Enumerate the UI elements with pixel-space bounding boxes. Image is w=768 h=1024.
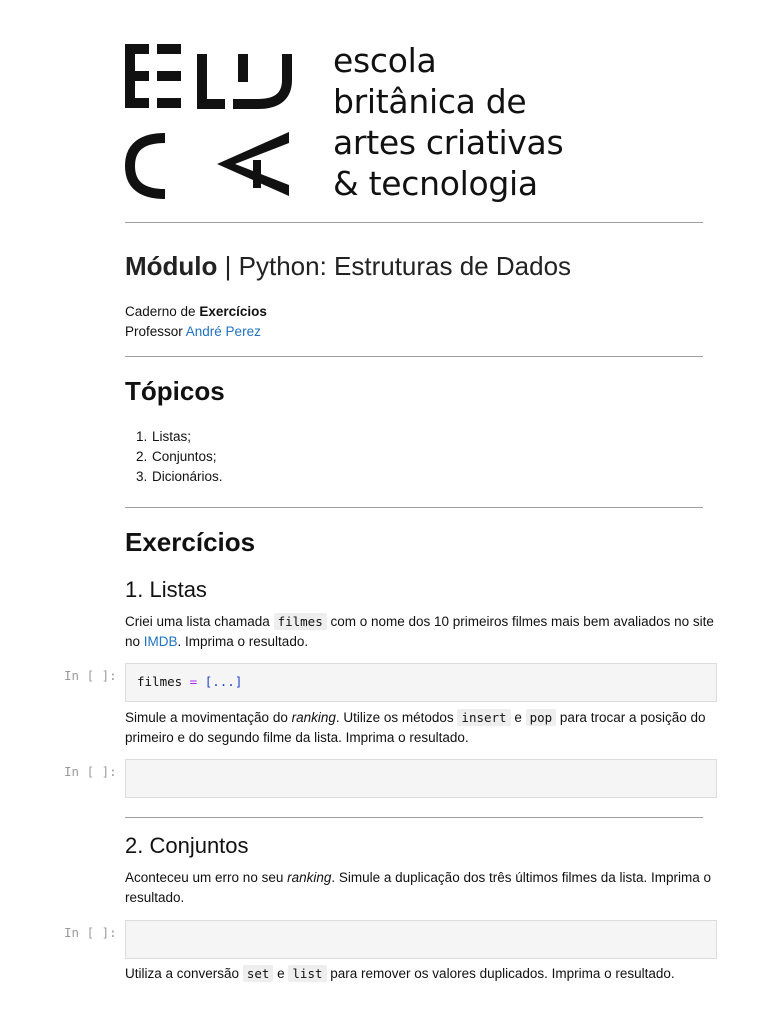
code-cell[interactable]	[125, 920, 717, 959]
sets-paragraph-2	[125, 964, 715, 984]
emphasis: ranking	[291, 710, 336, 725]
professor-link[interactable]: André Perez	[185, 324, 261, 339]
topics-list	[125, 427, 223, 487]
text: . Simule a duplicação dos três últimos filmes da lista. Imprima o resultado.	[125, 870, 715, 905]
cell-prompt: In [ ]:	[64, 764, 117, 779]
professor-line	[125, 322, 267, 342]
topic-item: 2. Conjuntos;	[151, 447, 223, 467]
title-subject: Python: Estruturas de Dados	[238, 251, 572, 281]
cell-prompt: In [ ]:	[64, 668, 117, 683]
code-operator: =	[182, 674, 205, 689]
title-separator: |	[217, 251, 239, 281]
inline-code: pop	[526, 709, 557, 726]
topics-heading: Tópicos	[125, 376, 225, 406]
professor-prefix: Professor	[125, 324, 186, 339]
topic-item: 3. Dicionários.	[151, 467, 223, 487]
text: Criei uma lista chamada	[125, 614, 274, 629]
imdb-link[interactable]: IMDB	[143, 634, 178, 649]
notebook-prefix: Caderno de	[125, 304, 200, 319]
code-cell[interactable]	[125, 759, 717, 798]
ebac-logo-mark	[125, 42, 295, 202]
exercises-heading: Exercícios	[125, 527, 256, 557]
topics-list-container	[125, 427, 223, 487]
text: com o nome dos 10 primeiros filmes mais bem avaliados no site no	[125, 614, 718, 649]
lists-heading: 1. Listas	[125, 577, 207, 602]
cell-prompt: In [ ]:	[64, 925, 117, 940]
divider	[125, 817, 703, 818]
brand-line: artes criativas	[333, 123, 564, 162]
text: para remover os valores duplicados. Imprima o resultado.	[326, 966, 675, 981]
brand-line: & tecnologia	[333, 164, 538, 203]
title-module: Módulo	[125, 251, 218, 281]
text: e	[273, 966, 289, 981]
divider	[125, 507, 703, 508]
brand-wordmark	[333, 40, 563, 204]
text: Simule a movimentação do	[125, 710, 292, 725]
page-title	[125, 251, 571, 282]
notebook-meta	[125, 302, 267, 342]
notebook-type	[125, 302, 267, 322]
code-variable: filmes	[137, 674, 183, 689]
lists-paragraph-2	[125, 708, 715, 748]
divider	[125, 356, 703, 357]
text: e	[510, 710, 526, 725]
text: para trocar a posição do primeiro e do segundo filme da lista. Imprima o resultado.	[125, 710, 710, 745]
sets-paragraph-1	[125, 868, 715, 908]
lists-paragraph-1	[125, 612, 718, 652]
code-value: [...]	[204, 674, 243, 689]
text: . Imprima o resultado.	[177, 634, 309, 649]
emphasis: ranking	[287, 870, 332, 885]
code-cell[interactable]	[125, 663, 717, 702]
divider	[125, 222, 703, 223]
brand-line: britânica de	[333, 82, 527, 121]
text: Aconteceu um erro no seu	[125, 870, 288, 885]
text: Utiliza a conversão	[125, 966, 243, 981]
sets-heading: 2. Conjuntos	[125, 833, 249, 858]
inline-code: set	[243, 965, 274, 982]
notebook-type-label: Exercícios	[199, 304, 267, 319]
topic-item: 1. Listas;	[151, 427, 223, 447]
inline-code: insert	[457, 709, 510, 726]
text: . Utilize os métodos	[335, 710, 458, 725]
inline-code: filmes	[274, 613, 327, 630]
brand-line: escola	[333, 41, 437, 80]
inline-code: list	[288, 965, 326, 982]
